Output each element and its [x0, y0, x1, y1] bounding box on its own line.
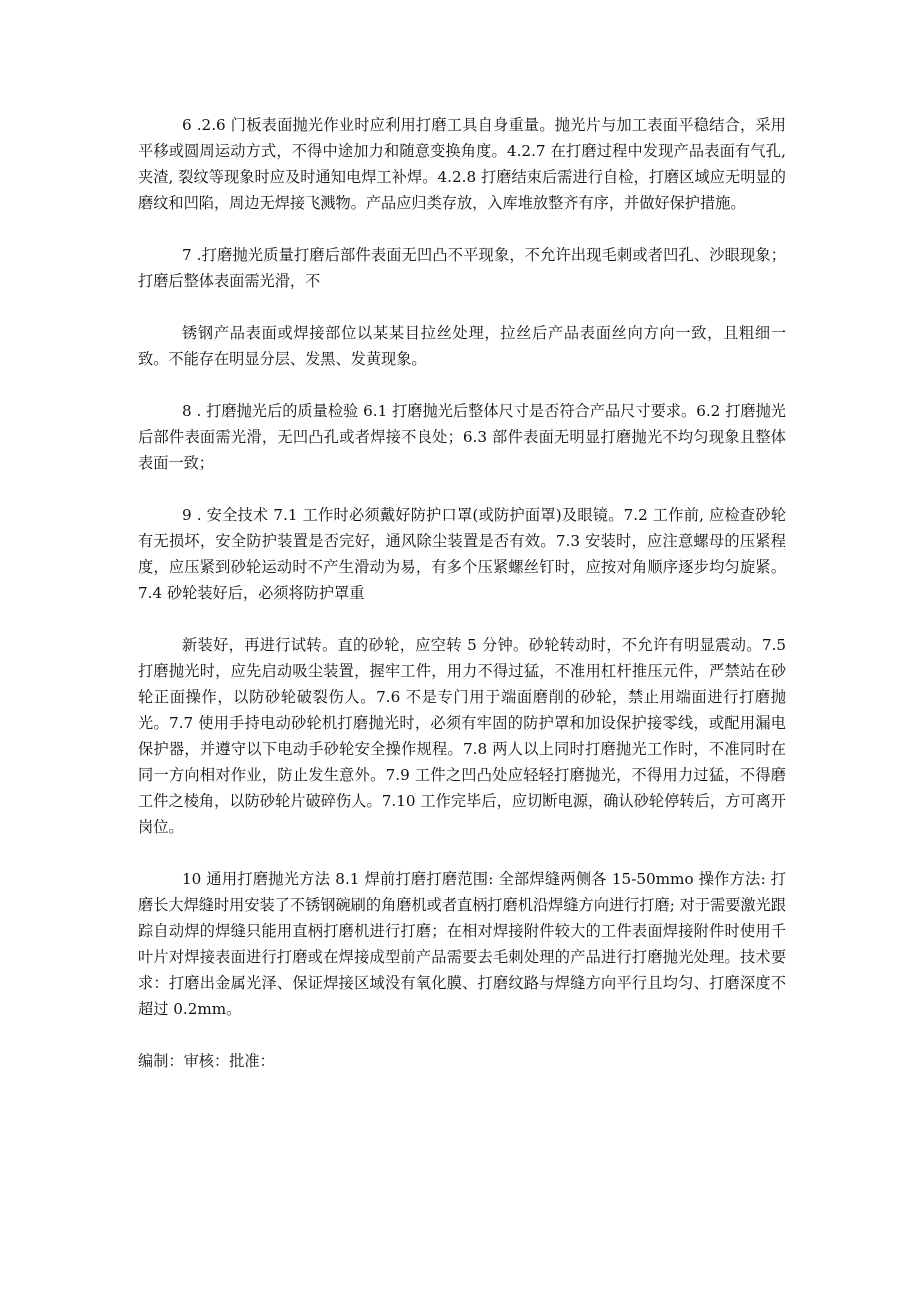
paragraph-9: 9 . 安全技术 7.1 工作时必须戴好防护口罩(或防护面罩)及眼镜。7.2 工作前, 应检查砂轮有无损坏，安全防护装置是否完好，通风除尘装置是否有效。7.3 安装时，应注意螺母的压紧程度，应压紧到砂轮运动时不产生滑动为易，有多个压紧螺丝钉时，应按对角顺序逐步均匀旋紧。7.4 砂轮装好后，必须将防护罩重 [138, 506, 786, 602]
paragraph-9-continued: 新装好，再进行试转。直的砂轮，应空转 5 分钟。砂轮转动时，不允许有明显震动。7.5 打磨抛光时，应先启动吸尘装置，握牢工件，用力不得过猛，不准用杠杆推压元件，严禁站在砂轮正面操作，以防砂轮破裂伤人。7.6 不是专门用于端面磨削的砂轮，禁止用端面进行打磨抛光。7.7 使用手持电动砂轮机打磨抛光时，必须有牢固的防护罩和加设保护接零线，或配用漏电保护器，并遵守以下电动手砂轮安全操作规程。7.8 两人以上同时打磨抛光工作时，不准同时在同一方向相对作业，防止发生意外。7.9 工件之凹凸处应轻轻打磨抛光，不得用力过猛，不得磨工件之棱角，以防砂轮片破碎伤人。7.10 工作完毕后，应切断电源，确认砂轮停转后，方可离开岗位。 [138, 636, 786, 836]
signoff-line: 编制：审核：批准： [138, 1052, 275, 1070]
paragraph-10: 10 通用打磨抛光方法 8.1 焊前打磨打磨范围: 全部焊缝两侧各 15-50mmo 操作方法: 打磨长大焊缝时用安装了不锈钢碗刷的角磨机或者直柄打磨机沿焊缝方向进行打磨; 对于需要激光跟踪自动焊的焊缝只能用直柄打磨机进行打磨；在相对焊接附件较大的工件表面焊接附件时使用千叶片对焊接表面进行打磨或在焊接成型前产品需要去毛刺处理的产品进行打磨抛光处理。技术要求：打磨出金属光泽、保证焊接区域没有氧化膜、打磨纹路与焊缝方向平行且均匀、打磨深度不超过 0.2mm。 [138, 870, 786, 1018]
paragraph-7: 7 .打磨抛光质量打磨后部件表面无凹凸不平现象，不允许出现毛刺或者凹孔、沙眼现象；打磨后整体表面需光滑，不 [138, 246, 786, 290]
document-page [138, 112, 786, 1074]
paragraph-6: 6 .2.6 门板表面抛光作业时应利用打磨工具自身重量。抛光片与加工表面平稳结合，采用平移或圆周运动方式，不得中途加力和随意变换角度。4.2.7 在打磨过程中发现产品表面有气孔, 夹渣, 裂纹等现象时应及时通知电焊工补焊。4.2.8 打磨结束后需进行自检，打磨区域应无明显的磨纹和凹陷，周边无焊接飞溅物。产品应归类存放，入库堆放整齐有序，并做好保护措施。 [138, 116, 786, 212]
paragraph-8: 8 . 打磨抛光后的质量检验 6.1 打磨抛光后整体尺寸是否符合产品尺寸要求。6.2 打磨抛光后部件表面需光滑，无凹凸孔或者焊接不良处；6.3 部件表面无明显打磨抛光不均匀现象且整体表面一致； [138, 402, 786, 472]
paragraph-7-continued: 锈钢产品表面或焊接部位以某某目拉丝处理，拉丝后产品表面丝向方向一致，且粗细一致。不能存在明显分层、发黑、发黄现象。 [138, 324, 786, 368]
